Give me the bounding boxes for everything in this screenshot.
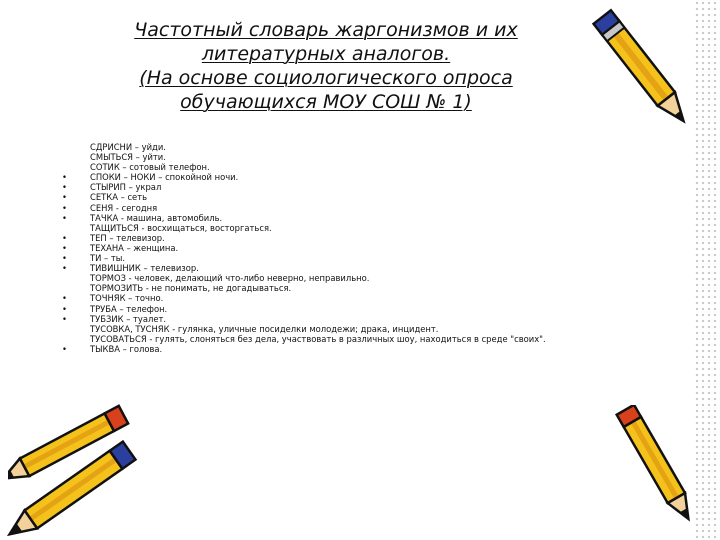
entry-text: СЕНЯ - сегодня: [90, 202, 158, 213]
entry-text: ТИВИШНИК – телевизор.: [90, 263, 199, 274]
pencil-icon: [604, 405, 714, 535]
list-item: [62, 172, 622, 182]
bullet: [62, 142, 90, 152]
pencil-icon: [590, 0, 700, 150]
entry-text: ТУБЗИК – туалет.: [90, 313, 167, 324]
list-item: [62, 182, 622, 192]
bullet: [62, 162, 90, 172]
list-item: [62, 263, 622, 273]
bullet: •: [62, 313, 67, 324]
bullet: •: [62, 182, 67, 193]
entry-text: ТАЧКА - машина, автомобиль.: [90, 212, 223, 223]
slide-title: [96, 18, 556, 114]
list-item: [62, 324, 622, 334]
entry-text: СМЫТЬСЯ – уйти.: [90, 152, 166, 163]
list-item: [62, 273, 622, 283]
list-item: [62, 213, 622, 223]
entry-text: ТЕХАНА – женщина.: [90, 242, 179, 253]
list-item: [62, 233, 622, 243]
entry-text: СПОКИ – НОКИ – спокойной ночи.: [90, 172, 239, 183]
list-item: [62, 344, 622, 354]
entry-text: СОТИК – сотовый телефон.: [90, 162, 210, 173]
bullet: •: [62, 192, 67, 203]
list-item: [62, 162, 622, 172]
entry-text: ТРУБА – телефон.: [90, 303, 168, 314]
list-item: [62, 152, 622, 162]
title-line: обучающихся МОУ СОШ № 1): [180, 91, 472, 113]
entry-text: ТЫКВА – голова.: [90, 343, 163, 354]
bullet: •: [62, 303, 67, 314]
list-item: [62, 283, 622, 293]
list-item: [62, 192, 622, 202]
entry-text: СТЫРИП – украл: [90, 182, 162, 193]
bullet: •: [62, 343, 67, 354]
list-item: [62, 314, 622, 324]
bullet: •: [62, 232, 67, 243]
list-item: [62, 142, 622, 152]
bullet: [62, 283, 90, 293]
bullet: [62, 223, 90, 233]
entry-text: ТУСОВКА, ТУСНЯК - гулянка, уличные посиделки молодежи; драка, инцидент.: [90, 323, 439, 334]
title-line: (На основе социологического опроса: [139, 67, 513, 89]
entry-text: ТАЩИТЬСЯ - восхищаться, восторгаться.: [90, 222, 272, 233]
bullet: •: [62, 212, 67, 223]
list-item: [62, 243, 622, 253]
entry-text: ТОЧНЯК – точно.: [90, 293, 164, 304]
entry-text: СЕТКА – сеть: [90, 192, 148, 203]
bullet: [62, 334, 90, 344]
entry-text: ТОРМОЗИТЬ - не понимать, не догадываться.: [90, 283, 292, 294]
list-item: [62, 293, 622, 303]
entry-text: ТЕП – телевизор.: [90, 232, 165, 243]
bullet: •: [62, 253, 67, 264]
bullet: •: [62, 202, 67, 213]
bullet: •: [62, 242, 67, 253]
bullet: •: [62, 172, 67, 183]
list-item: [62, 203, 622, 213]
entry-text: ТОРМОЗ - человек, делающий что-либо неверно, неправильно.: [90, 273, 370, 284]
bullet: [62, 152, 90, 162]
entry-text: ТИ – ты.: [90, 253, 126, 264]
title-line: литературных аналогов.: [201, 43, 451, 65]
title-line: Частотный словарь жаргонизмов и их: [134, 19, 518, 41]
glossary-list: [62, 142, 622, 354]
bullet: •: [62, 263, 67, 274]
pencil-icon: [0, 430, 160, 540]
list-item: [62, 253, 622, 263]
bullet: •: [62, 293, 67, 304]
entry-text: ТУСОВАТЬСЯ - гулять, слоняться без дела, участвовать в различных шоу, находиться в среде "своих".: [90, 333, 546, 344]
entry-text: СДРИСНИ – уйди.: [90, 142, 166, 152]
bullet: [62, 273, 90, 283]
list-item: [62, 334, 622, 344]
list-item: [62, 223, 622, 233]
bullet: [62, 324, 90, 334]
list-item: [62, 304, 622, 314]
